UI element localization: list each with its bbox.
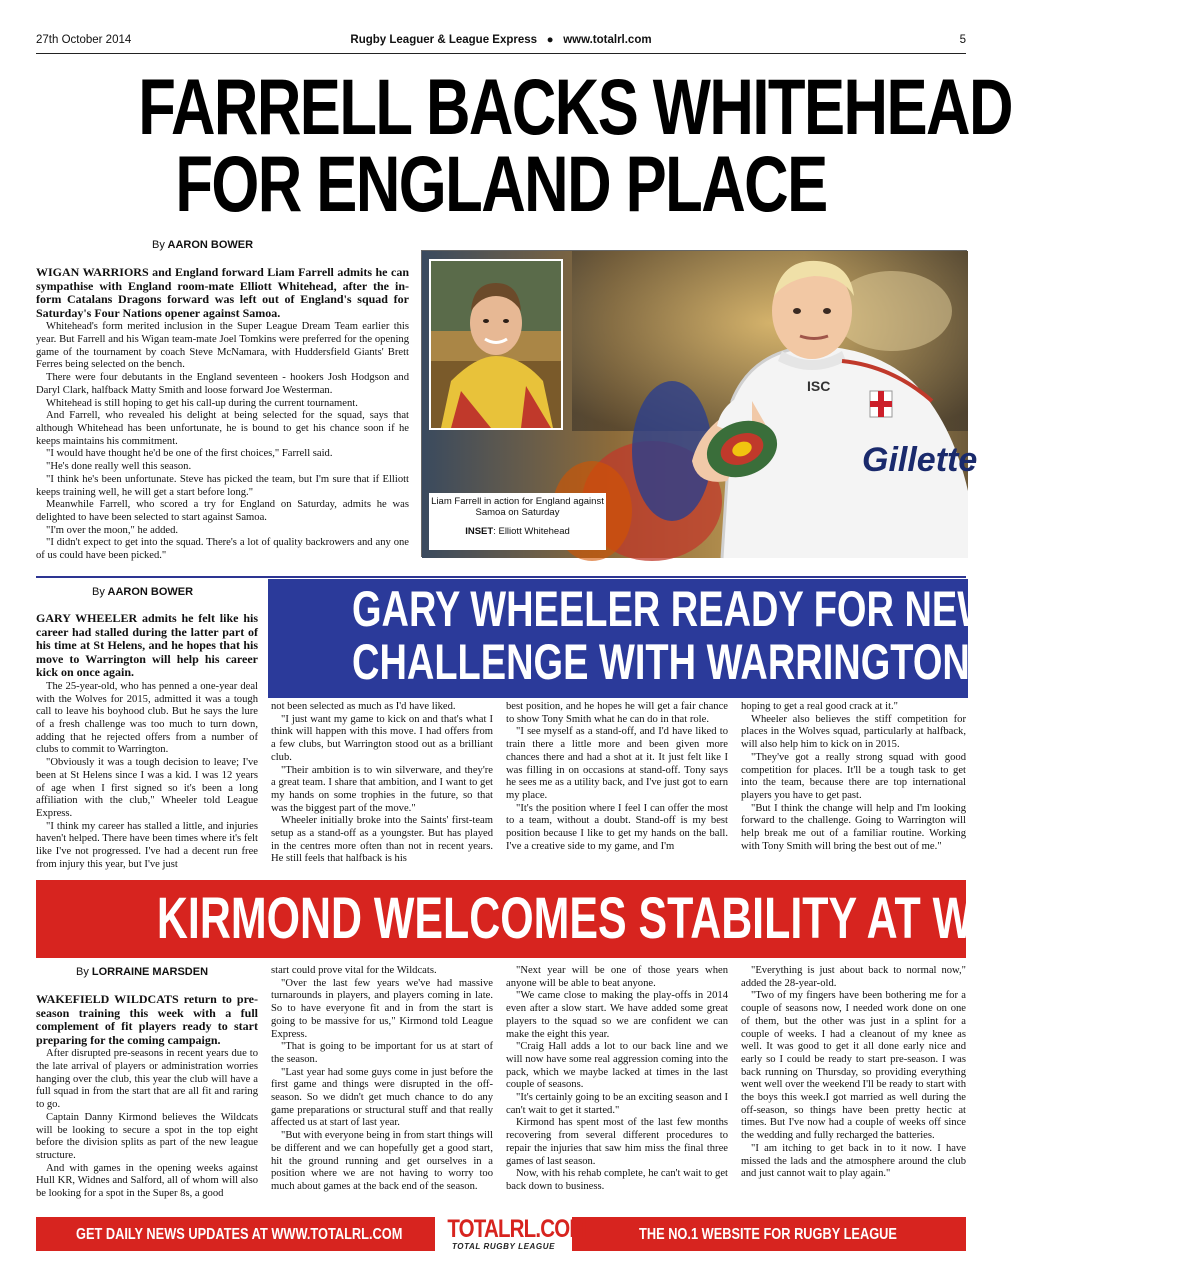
headline-line-1: GARY WHEELER READY FOR NEW xyxy=(352,581,994,637)
shirt-maker-text: ISC xyxy=(807,378,831,394)
story3-paragraph: "It's certainly going to be an exciting season and I can't wait to get it started." xyxy=(506,1092,728,1116)
story2-paragraph: "But I think the change will help and I'm looking forward to the challenge. Going to Warrington will help break me out of a familiar routine. Working with Tony Smith will bring the best out of me." xyxy=(741,802,966,852)
story3-paragraph: Kirmond has spent most of the last few months recovering from several different procedures to repair the injuries that saw him miss the final three games of last season. xyxy=(506,1117,728,1167)
byline-story1 xyxy=(152,239,253,251)
story1-paragraph: "I would have thought he'd be one of the first choices," Farrell said. xyxy=(46,448,333,460)
caption-inset-name: : Elliott Whitehead xyxy=(493,526,570,537)
story3-col-2 xyxy=(271,965,493,1194)
byline-author: AARON BOWER xyxy=(107,586,194,598)
story2-lede: GARY WHEELER admits he felt like his career had stalled during the latter part of his time at St Helens, and he hopes that his move to Warrington will help his career kick on once again. xyxy=(36,611,258,680)
story1-lede: WIGAN WARRIORS and England forward Liam Farrell admits he can sympathise with England room-mate Elliott Whitehead, after the in-form Catalans Dragons forward was left out of England's squad for Saturday's Four Nations opener against Samoa. xyxy=(36,265,409,320)
section-rule-blue xyxy=(36,576,966,578)
story3-paragraph: "I am itching to get back in to it now. I have missed the lads and the atmosphere around the club and just cannot wait to play again." xyxy=(741,1142,966,1180)
story3-paragraph: "Everything is just about back to normal now," added the 28-year-old. xyxy=(741,965,966,989)
farrell-action-photo xyxy=(421,250,978,557)
headline-wheeler xyxy=(352,581,994,690)
story3-lede: WAKEFIELD WILDCATS return to pre-season training this week with a full complement of fit players ready to start preparing for the coming campaign. xyxy=(36,992,258,1047)
story3-paragraph: "Next year will be one of those years when anyone will be able to beat anyone. xyxy=(506,965,728,989)
byline-by: By xyxy=(76,966,89,978)
byline-story3 xyxy=(76,966,208,978)
byline-by: By xyxy=(92,586,105,598)
story1-body xyxy=(36,266,409,563)
masthead-rule xyxy=(36,53,966,54)
story2-paragraph: "Obviously it was a tough decision to leave; I've been at St Helens since I was a kid. I was 12 years of age when I first signed so it's been a long affiliation with the club," Wheeler told League Express. xyxy=(36,757,258,819)
footer-left-text: GET DAILY NEWS UPDATES AT WWW.TOTALRL.COM xyxy=(76,1226,403,1243)
story3-paragraph: "Last year had some guys come in just before the first game and things were disrupted in the off-season. So we didn't get much chance to do any game preparations or structural stuff and that really affected us at start of last year. xyxy=(271,1066,493,1129)
story3-paragraph: "We came close to making the play-offs in 2014 even after a slow start. We have added some great players to the squad so we are confident we can make the eight this year. xyxy=(506,990,728,1040)
story2-col-4 xyxy=(741,701,966,853)
masthead-center xyxy=(36,34,966,46)
story2-paragraph: "Their ambition is to win silverware, and they're a great team. I share that ambition, and I want to get my hands on some trophies in the future, so that was the biggest part of the move." xyxy=(271,764,493,814)
headline-line-2: CHALLENGE WITH WARRINGTON xyxy=(352,634,970,690)
story3-col-4 xyxy=(741,965,966,1181)
byline-story2 xyxy=(92,586,193,598)
story1-paragraph: There were four debutants in the England seventeen - hookers Josh Hodgson and Daryl Clark, halfback Matty Smith and loose forward Joe Westerman. xyxy=(36,372,409,396)
story2-paragraph: "I see myself as a stand-off, and I'd have liked to train there a little more and been given more chances there and had a shot at it. It just felt like I was filling in on occasions at stand-off. Tony says he sees me as a utility back, and I've just got to earn my place. xyxy=(506,726,728,801)
story3-paragraph: "Over the last few years we've had massive turnarounds in players, and players coming in late. So to have everyone fit and in from the start is going to be massive for us," Kirmond told League Express. xyxy=(271,977,493,1040)
story3-col-1 xyxy=(36,993,258,1201)
story3-paragraph: After disrupted pre-seasons in recent years due to the late arrival of players or administration worries hanging over the club, this year the club will have a full squad in from the start that are all fit and raring to go. xyxy=(36,1048,258,1111)
page-number: 5 xyxy=(959,34,966,46)
logo-sub-text: TOTAL RUGBY LEAGUE xyxy=(451,1242,556,1251)
inset-illustration xyxy=(431,261,561,428)
story2-paragraph: Wheeler initially broke into the Saints' first-team setup as a stand-off as a youngster. But has played in the centres more often than not in recent years. He still feels that halfback is his xyxy=(271,815,493,865)
story1-paragraph: "He's done really well this season. xyxy=(46,461,192,473)
caption-inset xyxy=(429,526,606,537)
headline-farrell xyxy=(138,62,1012,228)
whitehead-inset-photo xyxy=(429,259,563,430)
photo-caption xyxy=(429,493,606,550)
story2-paragraph: "They've got a really strong squad with good competition for places. It'll be a tough task to get into the team, because there are top international players you have to get past. xyxy=(741,751,966,801)
story3-col-3 xyxy=(506,965,728,1194)
headline-kirmond: KIRMOND WELCOMES STABILITY AT WAKEFIELD xyxy=(156,886,1185,951)
story2-paragraph: hoping to get a real good crack at it." xyxy=(741,701,898,712)
story2-col-2 xyxy=(271,701,493,866)
byline-author: LORRAINE MARSDEN xyxy=(91,966,209,978)
story1-paragraph: "I think he's been unfortunate. Steve has picked the team, but I'm sure that if Elliott keeps training well, he will get a start before long." xyxy=(36,473,409,498)
caption-inset-label: INSET xyxy=(465,526,494,537)
story3-paragraph: Now, with his rehab complete, he can't wait to get back down to business. xyxy=(506,1168,728,1192)
issue-date: 27th October 2014 xyxy=(36,34,132,46)
logo-main-text: TOTALRL.COM xyxy=(447,1215,586,1243)
story3-paragraph: start could prove vital for the Wildcats. xyxy=(271,965,437,976)
website-url: www.totalrl.com xyxy=(563,34,652,46)
headline-line-2: FOR ENGLAND PLACE xyxy=(175,139,827,228)
story3-paragraph: "That is going to be important for us at start of the season. xyxy=(271,1041,493,1065)
story1-paragraph: "I'm over the moon," he added. xyxy=(46,524,179,536)
story2-col-1 xyxy=(36,612,258,872)
story2-paragraph: best position, and he hopes he will get a fair chance to show Tony Smith what he can do in that role. xyxy=(506,701,728,725)
byline-by: By xyxy=(152,239,165,251)
publication-name: Rugby Leaguer & League Express xyxy=(350,34,538,46)
story1-paragraph: And Farrell, who revealed his delight at being selected for the squad, says that although Whitehead has been unfortunate, he is bound to get his chance soon if he keeps maintains his commitment. xyxy=(36,410,409,447)
story2-paragraph: Wheeler also believes the stiff competition for places in the Wolves squad, particularly at halfback, will also help him to kick on in 2015. xyxy=(741,713,966,751)
bullet-separator: ● xyxy=(546,34,554,46)
story2-paragraph: "I just want my game to kick on and that's what I think will happen with this move. I had offers from a few clubs, but Warrington stood out as a brilliant club. xyxy=(271,713,493,763)
story2-paragraph: not been selected as much as I'd have liked. xyxy=(271,701,456,712)
byline-author: AARON BOWER xyxy=(167,239,254,251)
headline-line-1: FARRELL BACKS WHITEHEAD xyxy=(138,62,1012,151)
story3-paragraph: Captain Danny Kirmond believes the Wildcats will be looking to secure a spot in the top eight before the division splits as part of the new league structure. xyxy=(36,1111,258,1161)
story2-paragraph: "I think my career has stalled a little, and injuries haven't helped. There have been times where it's felt like I've not progressed. I've had a decent run free from injury this year, but I've just xyxy=(36,820,258,870)
masthead xyxy=(36,34,966,54)
story1-paragraph: Meanwhile Farrell, who scored a try for England on Saturday, admits he was delighted to have been selected to start against Samoa. xyxy=(36,499,409,523)
story2-col-3 xyxy=(506,701,728,853)
shirt-sponsor-text: Gillette xyxy=(862,441,978,479)
story1-paragraph: "I didn't expect to get into the squad. There's a lot of quality backrowers and any one of us could have been picked." xyxy=(36,537,409,562)
story1-paragraph: Whitehead's form merited inclusion in the Super League Dream Team earlier this year. But Farrell and his Wigan team-mate Joel Tomkins were preferred for the opening game of the tournament by coach Steve McNamara, with Huddersfield Giants' Brett Ferres being selected on the bench. xyxy=(36,321,409,371)
story1-paragraph: Whitehead is still hoping to get his call-up during the current tournament. xyxy=(46,397,358,409)
story3-paragraph: "Craig Hall adds a lot to our back line and we will now have some real aggression coming into the pack, which we maybe lacked at times in the last couple of seasons. xyxy=(506,1041,728,1091)
caption-main: Liam Farrell in action for England against Samoa on Saturday xyxy=(431,496,604,518)
story2-paragraph: The 25-year-old, who has penned a one-year deal with the Wolves for 2015, admitted it was a tough call to leave his boyhood club. But he says the lure of a fresh challenge was too much to turn down, adding that he rejected offers from a number of clubs to commit to Warrington. xyxy=(36,680,258,756)
story3-paragraph: "Two of my fingers have been bothering me for a couple of seasons now, I needed work done on one of them, but the other was just in a splint for a couple of weeks. I had a cleanout of my knee as well. It was good to get it all done early nice and early so I could be ready to start pre-season. I was back running on Thursday, so providing everything went well over the weekend I'll be ready to start with the boys this week.I got married as well during the off-season, so things have been pretty hectic at times. But I've now had a couple of weeks off since the wedding and fully recharged the batteries. xyxy=(741,990,966,1142)
totalrl-logo[interactable] xyxy=(435,1214,586,1256)
footer-right-text: THE NO.1 WEBSITE FOR RUGBY LEAGUE xyxy=(639,1226,897,1243)
story3-paragraph: "But with everyone being in from start things will be different and we can hopefully get a good start, hit the ground running and get ourselves in a position where we are not having to worry too much about games at the back end of the season. xyxy=(271,1130,493,1192)
story2-paragraph: "It's the position where I feel I can offer the most to a team, without a doubt. Stand-off is my best position because I like to get my hands on the ball. I've a creative side to my game, and I'm xyxy=(506,802,728,852)
story3-paragraph: And with games in the opening weeks against Hull KR, Widnes and Salford, all of whom will also be looking for a spot in the Super 8s, a good xyxy=(36,1162,258,1200)
